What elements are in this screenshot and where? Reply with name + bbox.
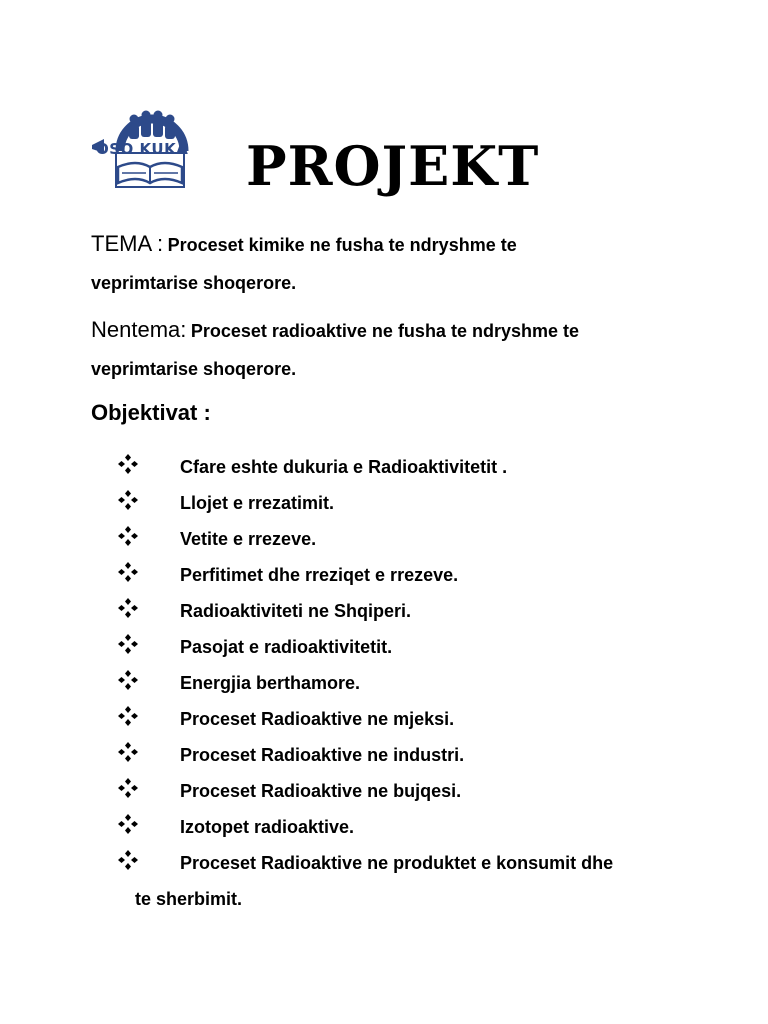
objective-text: Vetite e rrezeve. [180,529,317,549]
diamond-four-icon [117,849,139,871]
diamond-four-icon [117,705,139,727]
objective-item [117,668,717,704]
diamond-four-icon [117,453,139,475]
diamond-four-icon [117,597,139,619]
objective-text: Pasojat e radioaktivitetit. [180,637,393,657]
objective-item [117,488,717,524]
objective-text: Izotopet radioaktive. [180,817,355,837]
objective-text: Radioaktiviteti ne Shqiperi. [180,601,412,621]
objectives-heading: Objektivat : [91,400,211,425]
objective-text: Proceset Radioaktive ne bujqesi. [180,781,462,801]
diamond-four-icon [117,813,139,835]
diamond-four-icon [117,561,139,583]
objective-item [117,524,717,560]
nentema-label: Nentema: [91,317,187,342]
objective-item [117,560,717,596]
tema-text-line2: veprimtarise shoqerore. [91,273,297,293]
logo-text: OSO KUKA [96,140,189,158]
objective-item [117,452,717,488]
objective-item [117,776,717,812]
nentema-section [91,312,711,387]
tema-section [91,226,711,301]
objectives-list [117,452,717,909]
objective-item [117,632,717,668]
objective-item [117,704,717,740]
nentema-text-line1: Proceset radioaktive ne fusha te ndryshme te [190,321,579,341]
objective-item [117,596,717,632]
objective-text: Proceset Radioaktive ne industri. [180,745,465,765]
nentema-text-line2: veprimtarise shoqerore. [91,359,297,379]
objective-text: Llojet e rrezatimit. [180,493,335,513]
objective-text-continuation: te sherbimit. [135,889,243,909]
objective-text: Cfare eshte dukuria e Radioaktivitetit . [180,457,508,477]
tema-text-line1: Proceset kimike ne fusha te ndryshme te [167,235,517,255]
diamond-four-icon [117,525,139,547]
objective-text: Energjia berthamore. [180,673,361,693]
diamond-four-icon [117,777,139,799]
objective-text: Proceset Radioaktive ne mjeksi. [180,709,455,729]
objective-text: Proceset Radioaktive ne produktet e konsumit dhe [180,853,614,873]
school-logo [90,93,210,189]
objective-item [117,848,717,909]
page-title: PROJEKT [246,134,540,198]
diamond-four-icon [117,741,139,763]
diamond-four-icon [117,489,139,511]
objective-text: Perfitimet dhe rreziqet e rrezeve. [180,565,459,585]
diamond-four-icon [117,669,139,691]
tema-label: TEMA : [91,231,164,256]
objective-item [117,812,717,848]
objective-item [117,740,717,776]
diamond-four-icon [117,633,139,655]
